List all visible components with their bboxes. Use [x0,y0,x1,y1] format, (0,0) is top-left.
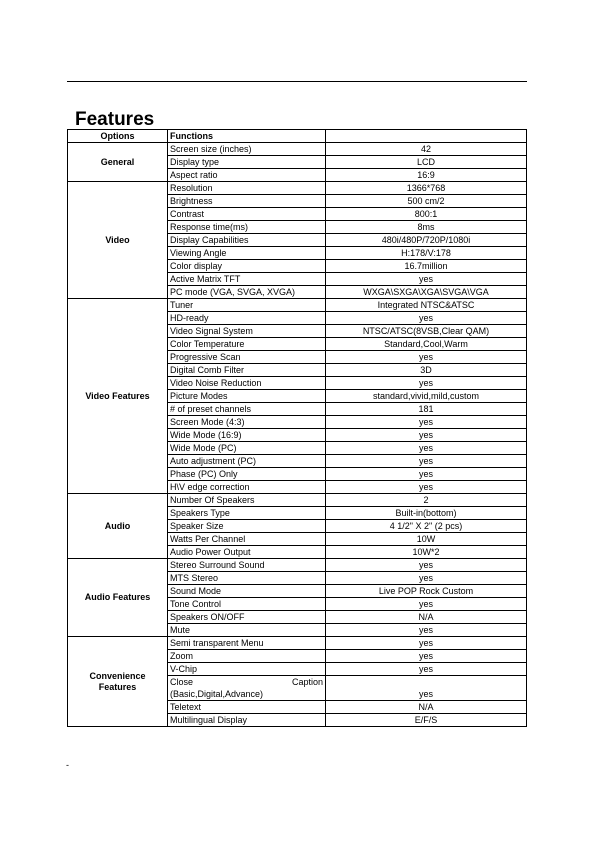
value-cell: yes [326,468,527,481]
function-cell [168,676,326,701]
value-cell: 480i/480P/720P/1080i [326,234,527,247]
value-cell: Integrated NTSC&ATSC [326,299,527,312]
function-cell: Color Temperature [168,338,326,351]
value-cell: yes [326,650,527,663]
table-row [68,494,527,507]
table-header-row [68,130,527,143]
value-cell: 42 [326,143,527,156]
header-functions: Functions [168,130,326,143]
value-cell: N/A [326,701,527,714]
function-cell: Tone Control [168,598,326,611]
close-caption-line2: (Basic,Digital,Advance) [170,689,264,699]
function-cell: Aspect ratio [168,169,326,182]
group-label: Convenience Features [68,637,168,727]
function-cell: Wide Mode (16:9) [168,429,326,442]
function-cell: Brightness [168,195,326,208]
group-label: General [68,143,168,182]
value-cell: yes [326,416,527,429]
value-cell: LCD [326,156,527,169]
function-cell: Phase (PC) Only [168,468,326,481]
value-cell: Live POP Rock Custom [326,585,527,598]
value-cell: N/A [326,611,527,624]
function-cell: # of preset channels [168,403,326,416]
table-row [68,559,527,572]
group-label: Audio Features [68,559,168,637]
function-cell: Color display [168,260,326,273]
function-cell: Viewing Angle [168,247,326,260]
function-cell: Mute [168,624,326,637]
function-cell: H\V edge correction [168,481,326,494]
value-cell: yes [326,663,527,676]
value-cell: 16:9 [326,169,527,182]
function-cell: Auto adjustment (PC) [168,455,326,468]
value-cell: Standard,Cool,Warm [326,338,527,351]
value-cell: H:178/V:178 [326,247,527,260]
function-cell: Progressive Scan [168,351,326,364]
close-label: Close [170,677,194,687]
value-cell: NTSC/ATSC(8VSB,Clear QAM) [326,325,527,338]
function-cell: Tuner [168,299,326,312]
table-row [68,182,527,195]
footer-mark: - [66,760,69,770]
function-cell: PC mode (VGA, SVGA, XVGA) [168,286,326,299]
table-row [68,299,527,312]
value-cell: yes [326,481,527,494]
function-cell: Teletext [168,701,326,714]
function-cell: Screen Mode (4:3) [168,416,326,429]
value-cell: yes [326,559,527,572]
function-cell: V-Chip [168,663,326,676]
value-cell: 10W*2 [326,546,527,559]
function-cell: Wide Mode (PC) [168,442,326,455]
value-cell: yes [326,637,527,650]
value-cell: yes [326,624,527,637]
value-cell: WXGA\SXGA\XGA\SVGA\VGA [326,286,527,299]
function-cell: Picture Modes [168,390,326,403]
group-label: Audio [68,494,168,559]
function-cell: Resolution [168,182,326,195]
value-cell: yes [326,442,527,455]
function-cell: Contrast [168,208,326,221]
value-cell: yes [326,312,527,325]
function-cell: Display type [168,156,326,169]
function-cell: Watts Per Channel [168,533,326,546]
value-cell: 16.7million [326,260,527,273]
function-cell: Active Matrix TFT [168,273,326,286]
header-values [326,130,527,143]
value-cell: 2 [326,494,527,507]
function-cell: Audio Power Output [168,546,326,559]
value-cell: yes [326,273,527,286]
function-cell: Zoom [168,650,326,663]
value-cell: yes [326,676,527,701]
function-cell: Screen size (inches) [168,143,326,156]
value-cell: 181 [326,403,527,416]
value-cell: yes [326,598,527,611]
value-cell: standard,vivid,mild,custom [326,390,527,403]
page-title: Features [75,109,155,130]
top-rule [67,81,527,82]
function-cell: Video Signal System [168,325,326,338]
value-cell: yes [326,429,527,442]
group-label: Video Features [68,299,168,494]
value-cell: 800:1 [326,208,527,221]
header-options: Options [68,130,168,143]
value-cell: 8ms [326,221,527,234]
features-table [67,129,527,727]
function-cell: Digital Comb Filter [168,364,326,377]
function-cell: Video Noise Reduction [168,377,326,390]
value-cell: 500 cm/2 [326,195,527,208]
close-caption-line1 [170,676,323,688]
caption-label: Caption [291,677,323,687]
function-cell: Number Of Speakers [168,494,326,507]
function-cell: MTS Stereo [168,572,326,585]
function-cell: Speakers Type [168,507,326,520]
function-cell: Semi transparent Menu [168,637,326,650]
table-row [68,143,527,156]
value-cell: yes [326,572,527,585]
value-cell: 10W [326,533,527,546]
table-row [68,637,527,650]
value-cell: Built-in(bottom) [326,507,527,520]
function-cell: Sound Mode [168,585,326,598]
function-cell: Stereo Surround Sound [168,559,326,572]
value-cell: E/F/S [326,714,527,727]
function-cell: HD-ready [168,312,326,325]
function-cell: Multilingual Display [168,714,326,727]
function-cell: Response time(ms) [168,221,326,234]
value-cell: yes [326,377,527,390]
function-cell: Display Capabilities [168,234,326,247]
value-cell: yes [326,455,527,468]
value-cell: 4 1/2" X 2" (2 pcs) [326,520,527,533]
value-cell: yes [326,351,527,364]
value-cell: 1366*768 [326,182,527,195]
function-cell: Speakers ON/OFF [168,611,326,624]
group-label: Video [68,182,168,299]
function-cell: Speaker Size [168,520,326,533]
value-cell: 3D [326,364,527,377]
